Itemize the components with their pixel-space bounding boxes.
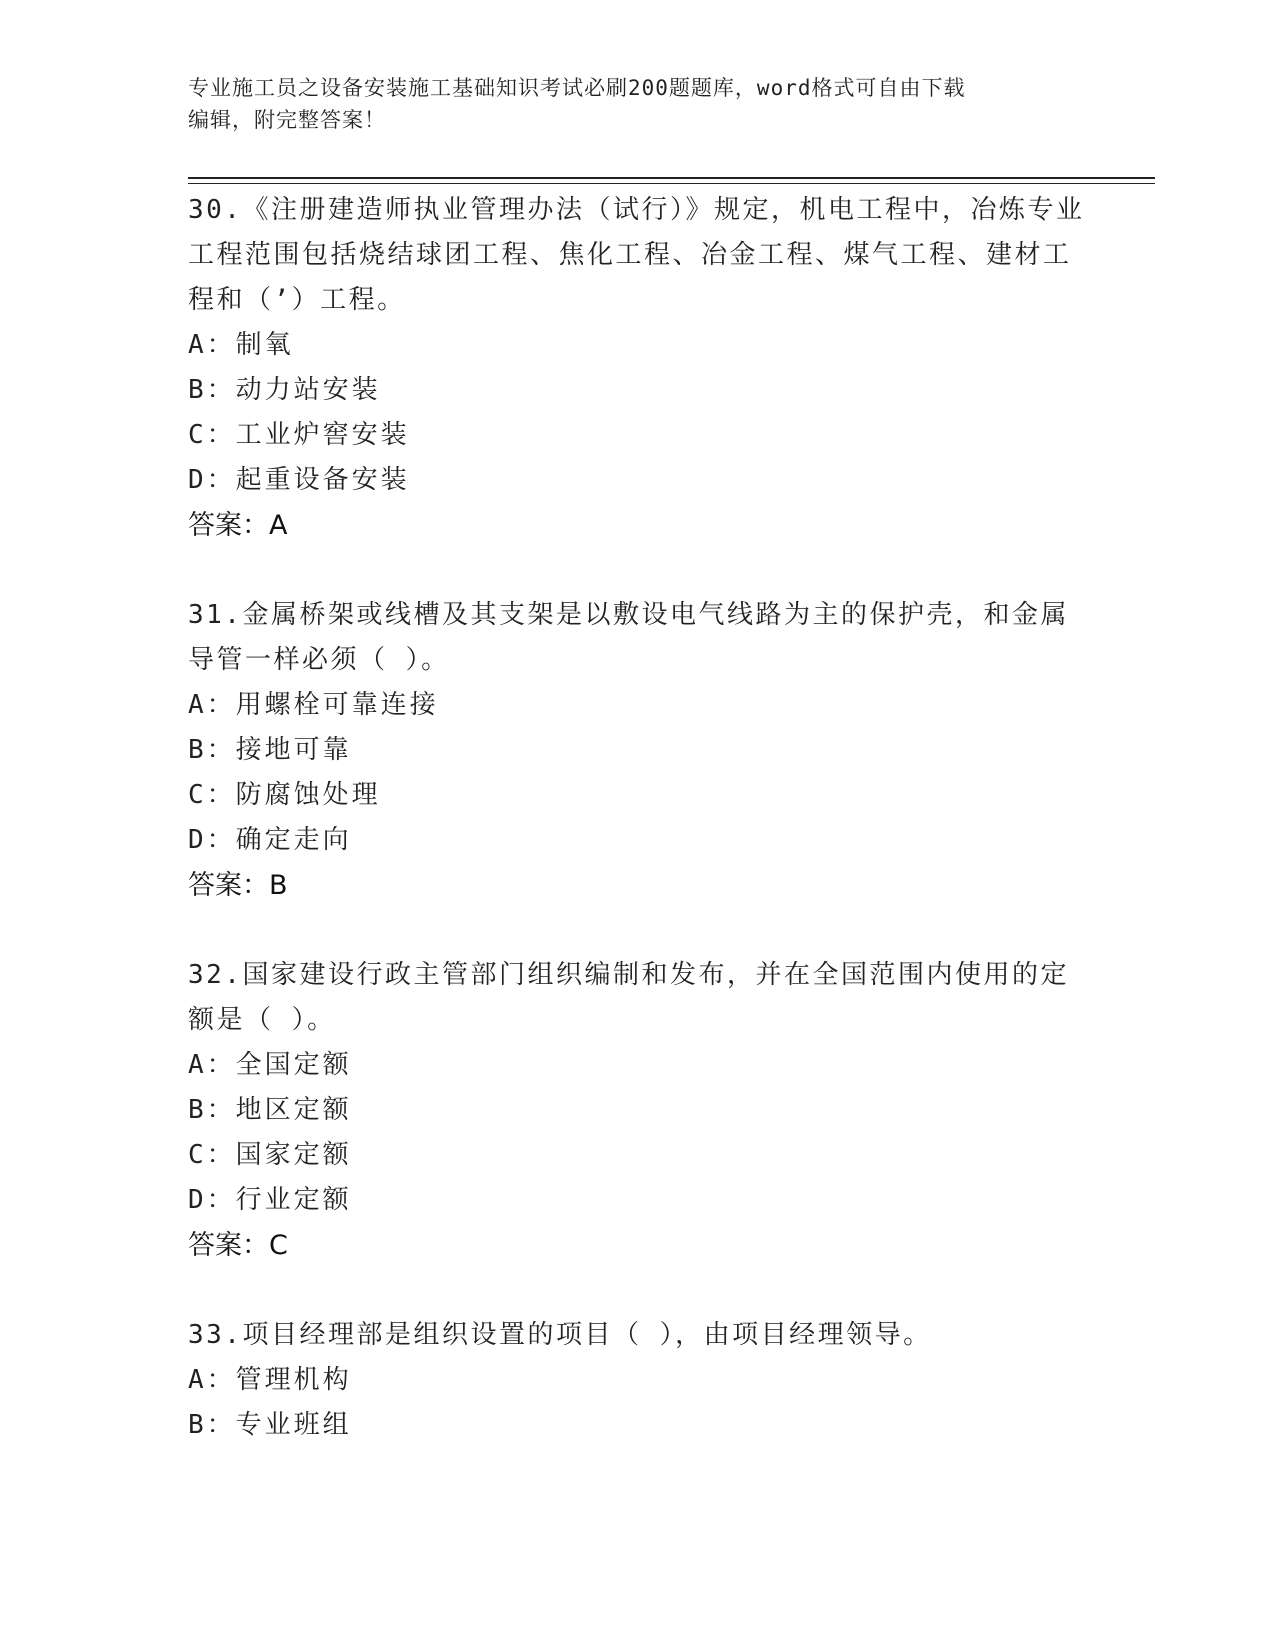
option-b: B：地区定额 — [188, 1095, 352, 1125]
answer-text: 答案：B — [188, 870, 288, 901]
option-d: D：确定走向 — [188, 825, 352, 855]
question-31 — [188, 593, 1088, 909]
answer-text: 答案：C — [188, 1230, 288, 1261]
answer-text: 答案：A — [188, 510, 288, 541]
header-line-2: 编辑，附完整答案！ — [188, 108, 386, 132]
option-a: A：管理机构 — [188, 1365, 352, 1395]
question-text: 32.国家建设行政主管部门组织编制和发布，并在全国范围内使用的定额是（ ）。 — [188, 960, 1069, 1035]
option-c: C：工业炉窖安装 — [188, 420, 410, 450]
question-text: 33.项目经理部是组织设置的项目（ ），由项目经理领导。 — [188, 1320, 932, 1350]
question-text: 30.《注册建造师执业管理办法（试行）》规定，机电工程中，冶炼专业工程范围包括烧结球团工程、焦化工程、冶金工程、煤气工程、建材工程和（’）工程。 — [188, 195, 1085, 315]
option-d: D：行业定额 — [188, 1185, 352, 1215]
header-line-1: 专业施工员之设备安装施工基础知识考试必刷200题题库，word格式可自由下载 — [188, 76, 966, 100]
option-b: B：专业班组 — [188, 1410, 352, 1440]
question-list — [188, 188, 1088, 1492]
option-a: A：制氧 — [188, 330, 294, 360]
header-divider-thin — [188, 183, 1155, 184]
question-33 — [188, 1313, 1088, 1448]
option-b: B：接地可靠 — [188, 735, 352, 765]
question-text: 31.金属桥架或线槽及其支架是以敷设电气线路为主的保护壳，和金属导管一样必须（ ）。 — [188, 600, 1069, 675]
option-c: C：防腐蚀处理 — [188, 780, 381, 810]
option-a: A：全国定额 — [188, 1050, 352, 1080]
option-a: A：用螺栓可靠连接 — [188, 690, 439, 720]
header-divider-thick — [188, 177, 1155, 179]
document-header — [188, 72, 1088, 136]
option-b: B：动力站安装 — [188, 375, 381, 405]
option-c: C：国家定额 — [188, 1140, 352, 1170]
question-32 — [188, 953, 1088, 1269]
question-30 — [188, 188, 1088, 549]
option-d: D：起重设备安装 — [188, 465, 410, 495]
